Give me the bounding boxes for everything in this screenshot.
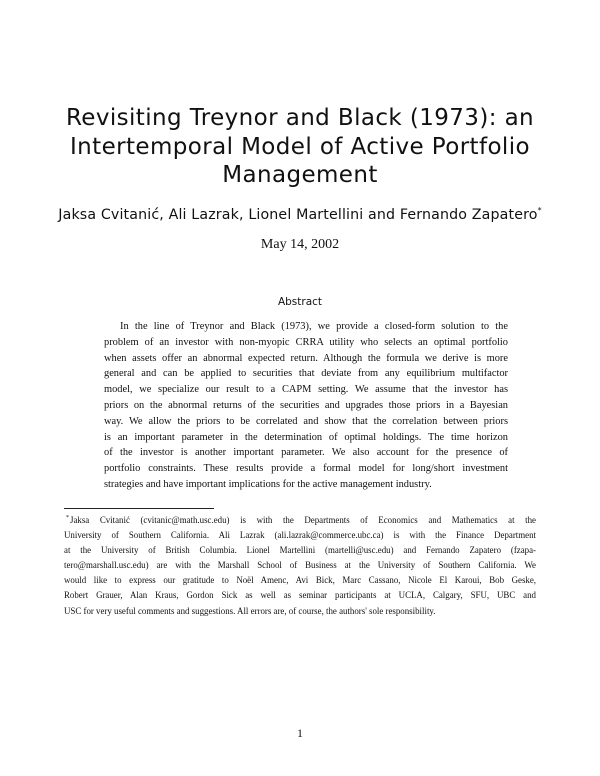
- footnote-line-text: Jaksa Cvitanić (cvitanic@math.usc.edu) is with the Departments of Economics and Mathematics at the: [70, 515, 536, 525]
- footnote-line: tero@marshall.usc.edu) are with the Marshall School of Business at the University of Southern California. We: [64, 560, 536, 571]
- footnote-line: USC for very useful comments and suggestions. All errors are, of course, the authors' sole responsibility.: [64, 605, 436, 616]
- author-list: [40, 206, 560, 224]
- abstract-line: general and can be applied to securities that deviate from any equilibrium multifactor: [104, 368, 508, 380]
- abstract-heading: Abstract: [277, 296, 323, 308]
- title-line: Revisiting Treynor and Black (1973): an: [65, 105, 535, 131]
- abstract-line: problem of an investor with non-myopic CRRA utility who selects an optimal portfolio: [104, 336, 508, 348]
- footnote-mark: *: [66, 515, 69, 521]
- abstract-line: of the investor is another important parameter. We also account for the presence of: [104, 447, 508, 459]
- abstract-line: when assets offer an abnormal expected return. Although the formula we derive is more: [104, 352, 508, 364]
- abstract-line: model, we specialize our result to a CAPM setting. We assume that the investor has: [104, 384, 508, 396]
- publication-date: May 14, 2002: [260, 237, 340, 252]
- footnote-line: University of Southern California. Ali Lazrak (ali.lazrak@commerce.ubc.ca) is with the Finance Department: [64, 530, 536, 541]
- footnote-line: Robert Grauer, Alan Kraus, Gordon Sick as well as seminar participants at UCLA, Calgary, SFU, UBC and: [64, 590, 536, 601]
- footnote-line: [64, 513, 536, 528]
- abstract-line: is an important parameter in the determination of optimal holdings. The time horizon: [104, 431, 508, 443]
- footnote-divider: [64, 508, 214, 509]
- author-footnote-mark: *: [537, 206, 542, 215]
- paper-title: [60, 104, 540, 190]
- abstract-line: way. We allow the priors to be correlated and show that the correlation between priors: [104, 415, 508, 427]
- footnote: [64, 513, 536, 619]
- title-line: Intertemporal Model of Active Portfolio: [69, 133, 530, 160]
- abstract-line: priors on the abnormal returns of the securities and upgrades those priors in a Bayesian: [104, 399, 508, 411]
- abstract-line: In the line of Treynor and Black (1973), we provide a closed-form solution to the: [120, 321, 508, 332]
- author-names: Jaksa Cvitanić, Ali Lazrak, Lionel Martellini and Fernando Zapatero: [58, 207, 538, 223]
- footnote-line: at the University of British Columbia. Lionel Martellini (martelli@usc.edu) and Fernando Zapatero (fzapa-: [64, 545, 536, 556]
- page-number: 1: [297, 726, 303, 740]
- title-line: Management: [222, 162, 378, 188]
- abstract-line: strategies and have important implications for the active management industry.: [104, 478, 432, 490]
- abstract-line: portfolio constraints. These results provide a formal model for long/short investment: [104, 463, 508, 475]
- footnote-line: would like to express our gratitude to Noël Amenc, Avi Bick, Marc Cassano, Nicole El Karoui, Bob Geske,: [64, 575, 536, 586]
- abstract-text: [104, 319, 508, 493]
